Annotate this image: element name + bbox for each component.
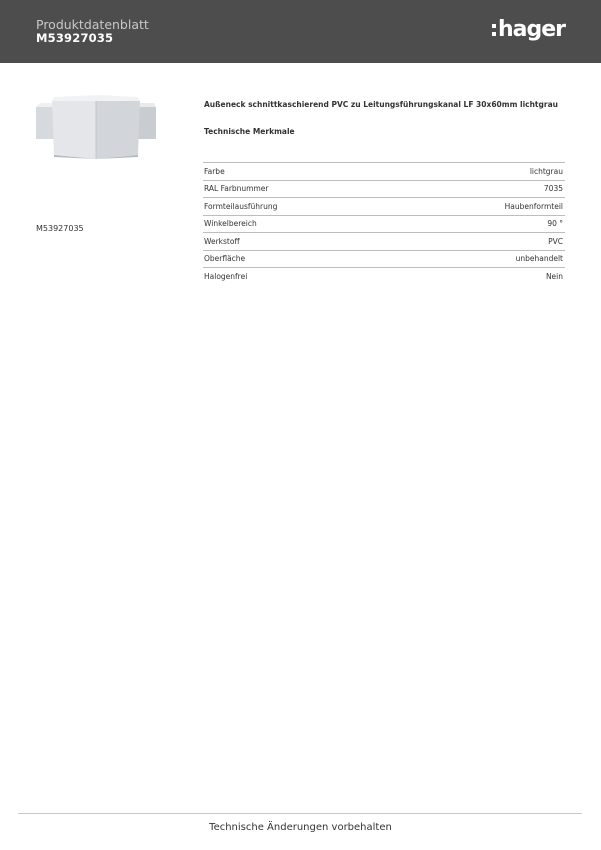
spec-row <box>203 180 565 198</box>
spec-row <box>203 232 565 250</box>
footer-divider <box>18 813 582 814</box>
header-product-code: M53927035 <box>36 31 114 45</box>
spec-value: lichtgrau <box>529 166 563 176</box>
side-product-code: M53927035 <box>36 224 84 233</box>
spec-label: Halogenfrei <box>204 271 248 281</box>
spec-label: Werkstoff <box>204 236 240 246</box>
spec-row <box>203 215 565 233</box>
footer-disclaimer: Technische Änderungen vorbehalten <box>209 822 392 833</box>
spec-label: Formteilausführung <box>204 201 278 211</box>
spec-value: Haubenformteil <box>504 201 563 211</box>
page-header <box>0 0 601 63</box>
spec-value: Nein <box>545 271 563 281</box>
spec-value: 7035 <box>543 184 563 194</box>
spec-label: Winkelbereich <box>204 219 257 229</box>
logo-colon-mark <box>492 24 496 36</box>
product-title: Außeneck schnittkaschierend PVC zu Leitungsführungskanal LF 30x60mm lichtgrau <box>204 100 558 109</box>
spec-label: Oberfläche <box>204 254 246 264</box>
spec-row <box>203 267 565 285</box>
spec-value: PVC <box>548 236 563 246</box>
product-image <box>34 95 158 159</box>
spec-table <box>203 162 565 285</box>
hager-logo <box>492 17 565 43</box>
spec-value: unbehandelt <box>515 254 563 264</box>
section-title: Technische Merkmale <box>204 127 295 136</box>
logo-text: hager <box>498 17 566 42</box>
spec-row <box>203 162 565 180</box>
spec-row <box>203 197 565 215</box>
spec-label: Farbe <box>204 166 225 176</box>
document-type: Produktdatenblatt <box>36 17 149 32</box>
spec-value: 90 ° <box>547 219 563 229</box>
spec-row <box>203 250 565 268</box>
spec-label: RAL Farbnummer <box>204 184 269 194</box>
